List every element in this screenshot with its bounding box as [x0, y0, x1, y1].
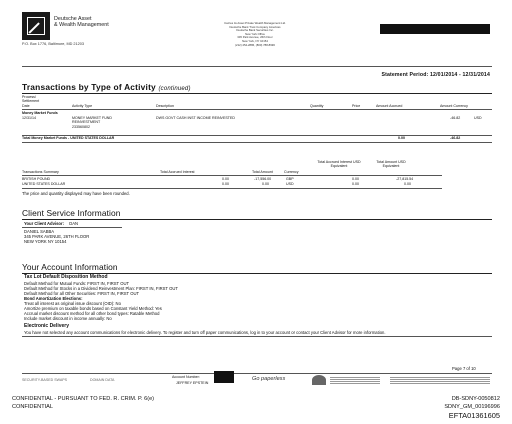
- sum-col-accrued: Total Accrued Interest: [160, 170, 195, 174]
- row-date: 12/31/14: [22, 116, 36, 120]
- date-col-labels: Process/ Settlement Date: [22, 95, 40, 108]
- row-currency: USD: [474, 116, 482, 120]
- col-description: Description: [156, 104, 174, 108]
- rounding-note: The price and quantity displayed may have been rounded.: [22, 191, 130, 196]
- group-label: Money Market Funds: [22, 111, 58, 115]
- client-advisor: Your Client Advisor: DAN: [24, 221, 79, 226]
- summary-header-rule: [22, 175, 442, 176]
- account-number-label: Account Number:: [172, 375, 200, 379]
- total-rule-bottom: [22, 142, 492, 143]
- go-paperless-logo: Go paperless: [252, 376, 286, 382]
- account-name: JEFFREY EPSTEIN: [176, 381, 209, 385]
- summary-footer-rule: [22, 188, 442, 189]
- ship-icon: [312, 375, 326, 385]
- bates-number-3: EFTA01361605: [448, 411, 500, 420]
- advisor-address: DANIEL SABBA 345 PARK AVENUE, 26TH FLOOR NEW YORK NY 10154: [24, 229, 90, 244]
- redaction-bar: [380, 24, 490, 34]
- sum-row-name: UNITED STATES DOLLAR: [22, 182, 66, 186]
- sum-col-currency: Currency: [284, 170, 299, 174]
- total-label: Total Money Market Funds - UNITED STATES DOLLAR: [22, 136, 115, 140]
- total-accrued: 0.00: [398, 136, 405, 140]
- account-info-title: Your Account Information: [22, 262, 118, 272]
- electronic-delivery-title: Electronic Delivery: [24, 323, 70, 329]
- col-quantity: Quantity: [310, 104, 324, 108]
- sum-row-accrued: 0.00: [222, 182, 229, 186]
- sum-row-amount: -17,556.00: [254, 177, 272, 181]
- section-divider: [22, 219, 492, 220]
- section-divider: [22, 93, 492, 94]
- tax-lot-lines: Default Method for Mutual Funds: FIRST IN, FIRST OUT Default Method for Stocks in a Dividend Reinvestment Plan: FIRST IN, FIRST OUT Default Method for all Other Securities: FIRST IN, FIRST OUT Bond Amortization Elections: Treat all interest as original issue discount (OID): No Amortize premium on taxable bonds based on Constant Yield Method: Yes Accrual market discount method for all other bond types: Ratable Method Include market discount in income annually: No: [24, 281, 178, 321]
- col-amount-accrued: Amount Accrued: [376, 104, 403, 108]
- sum-row-name: BRITISH POUND: [22, 177, 51, 181]
- sum-row-amount: 0.00: [262, 182, 269, 186]
- bates-number-1: DB-SDNY-0050812: [451, 396, 500, 402]
- firm-address: P.O. Box 1776, Baltimore, MD 21203: [22, 42, 84, 46]
- page-number: Page 7 of 10: [452, 366, 476, 371]
- col-amount-currency: Amount Currency: [440, 104, 468, 108]
- confidential-line-2: CONFIDENTIAL: [12, 404, 54, 410]
- tax-lot-title: Tax Lot Default Disposition Method: [24, 274, 108, 280]
- firm-name: Deutsche Asset & Wealth Management: [54, 16, 109, 29]
- sum-row-accrued: 0.00: [222, 177, 229, 181]
- footer-fineprint-1: [330, 377, 380, 385]
- sum-col-usd-amount: Total Amount USD Equivalent: [376, 160, 406, 169]
- row-amount: -46.82: [450, 116, 461, 120]
- footer-small-left2: DOMAIN DATA: [90, 378, 115, 382]
- section-divider: [22, 336, 492, 337]
- confidential-line-1: CONFIDENTIAL - PURSUANT TO FED. R. CRIM. P. 6(e): [12, 396, 155, 402]
- bates-number-2: SDNY_GM_00196996: [444, 404, 500, 410]
- transactions-title: Transactions by Type of Activity (continued): [22, 82, 191, 92]
- custodian-block: Carries its Asset Private Wealth Management Ltd. Deutsche Bank Trust Company Americas Deutsche Bank Securities Inc. New York Office 345 Park Avenue, 26th Floor New York, NY 10154 (212) 454-2886, (800) 788-8996: [224, 21, 286, 47]
- col-price: Price: [352, 104, 361, 108]
- footer-fineprint-2: [390, 377, 490, 385]
- deutsche-bank-logo-icon: [22, 12, 50, 40]
- sum-row-usd-amount: -27,815.54: [396, 177, 414, 181]
- sum-row-currency: USD: [286, 182, 294, 186]
- sum-row-usd-accrued: 0.00: [352, 177, 359, 181]
- redaction-bar: [214, 371, 234, 383]
- col-activity-type: Activity Type: [72, 104, 93, 108]
- statement-period: Statement Period: 12/01/2014 - 12/31/2014: [381, 72, 490, 78]
- sum-col-usd-accrued: Total Accrued Interest USD Equivalent: [317, 160, 361, 169]
- sum-col-name: Transactions Summary: [22, 170, 59, 174]
- table-header-rule: [22, 109, 492, 110]
- total-amount: -46.82: [450, 136, 461, 140]
- sum-row-currency: GBP: [286, 177, 294, 181]
- sum-row-usd-accrued: 0.00: [352, 182, 359, 186]
- sum-col-amount: Total Amount: [252, 170, 273, 174]
- advisor-rule: [22, 227, 122, 228]
- row-activity: MONEY MARKET FUND REINVESTMENT 233560802: [72, 116, 113, 129]
- footer-rule: [22, 373, 492, 374]
- row-description: DWS GOVT CASH INST INCOME REINVESTED: [156, 116, 235, 120]
- client-service-title: Client Service Information: [22, 208, 121, 218]
- footer-small-left: SECURITY-BASED SWAPS: [22, 378, 68, 382]
- sum-row-usd-amount: 0.00: [404, 182, 411, 186]
- electronic-delivery-text: You have not selected any account communications for electronic delivery. To register and turn off paper communications, log in to your account or contact your Client Advisor for more information.: [24, 330, 386, 335]
- header-divider: [22, 66, 492, 67]
